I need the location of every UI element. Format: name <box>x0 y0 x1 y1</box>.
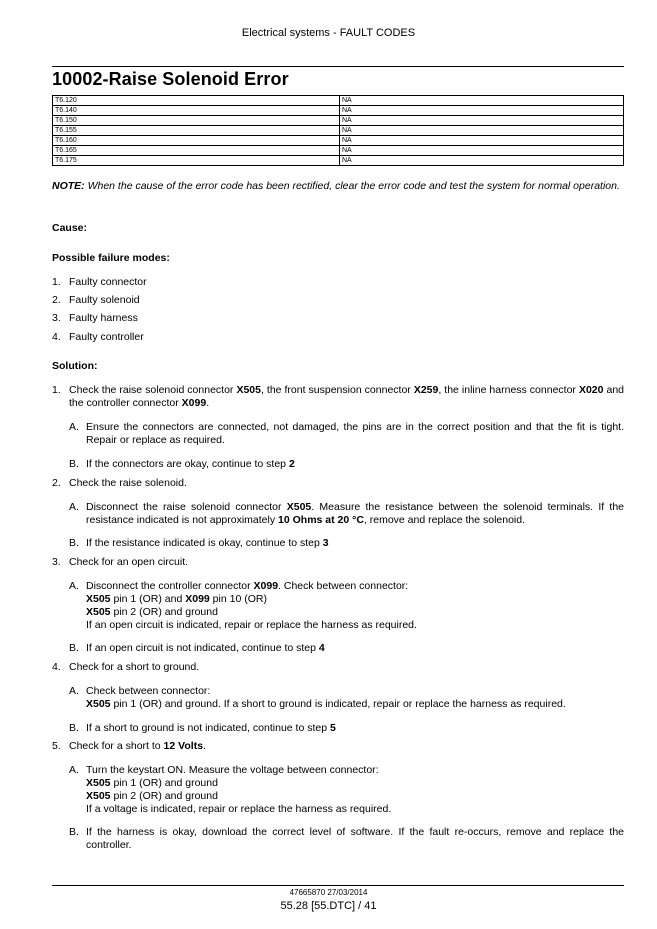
text-span: A. <box>69 501 79 513</box>
text-span: 5. <box>52 740 61 752</box>
text-span: Check the raise solenoid connector <box>69 384 237 396</box>
text-span: 2. <box>52 294 61 306</box>
footer-doc-code: 47665870 27/03/2014 <box>289 888 368 897</box>
text-span: 1. <box>52 276 61 288</box>
value-cell: NA <box>340 126 624 136</box>
text-span: pin 2 (OR) and ground <box>110 790 218 802</box>
text-span: B. <box>69 537 79 549</box>
failure-modes-heading: Possible failure modes: <box>52 252 170 264</box>
list-item <box>52 312 138 324</box>
value-cell: NA <box>340 116 624 126</box>
model-cell: T6.165 <box>53 146 340 156</box>
text-span: 4. <box>52 331 61 343</box>
text-span: A. <box>69 421 79 433</box>
text-span: 3. <box>52 556 61 568</box>
bold-text: 12 Volts <box>163 740 204 752</box>
running-head: Electrical systems - FAULT CODES <box>241 27 416 39</box>
model-cell: T6.150 <box>53 116 340 126</box>
text-span: pin 1 (OR) and ground. If a short to ground is indicated, repair or replace the harness as required. <box>110 698 566 710</box>
text-span: Faulty solenoid <box>69 294 140 306</box>
value-cell: NA <box>340 136 624 146</box>
solution-step-3a <box>69 580 624 632</box>
solution-step-4 <box>52 661 624 674</box>
solution-step-1 <box>52 384 624 410</box>
text-span: A. <box>69 685 79 697</box>
text-span: . <box>203 740 206 752</box>
solution-step-2 <box>52 477 624 490</box>
text-span: If an open circuit is not indicated, continue to step <box>86 642 319 654</box>
solution-step-5 <box>52 740 624 753</box>
text-span: If a short to ground is not indicated, continue to step <box>86 722 330 734</box>
text-span: . Measure the resistance between the solenoid terminals. If the resistance indicated is not approximately <box>86 501 625 526</box>
text-span: pin 10 (OR) <box>209 593 267 605</box>
bold-text: X505 <box>86 593 111 605</box>
text-span: If the resistance indicated is okay, continue to step <box>86 537 323 549</box>
bold-text: X505 <box>86 777 111 789</box>
text-span: , remove and replace the solenoid. <box>363 514 526 526</box>
solution-step-5a <box>69 764 624 816</box>
note-paragraph <box>52 180 624 193</box>
bold-text: X505 <box>86 606 111 618</box>
model-cell: T6.175 <box>53 156 340 166</box>
text-span: . <box>206 397 210 409</box>
text-span: 3. <box>52 312 61 324</box>
text-span: pin 2 (OR) and ground <box>110 606 218 618</box>
text-span: Check for a short to <box>69 740 164 752</box>
models-table <box>52 95 624 166</box>
bold-text: X099 <box>253 580 279 592</box>
model-cell: T6.155 <box>53 126 340 136</box>
value-cell: NA <box>340 146 624 156</box>
text-span: If the harness is okay, download the correct level of software. If the fault re-occurs, remove and replace the controller. <box>86 826 624 851</box>
list-item <box>52 276 147 288</box>
table-row <box>53 116 624 126</box>
cause-heading: Cause: <box>52 222 88 234</box>
value-cell: NA <box>340 156 624 166</box>
text-span: Check the raise solenoid. <box>69 477 187 489</box>
footer-rule <box>52 885 624 886</box>
text-span: B. <box>69 722 79 734</box>
solution-heading: Solution: <box>52 360 98 372</box>
bold-text: 5 <box>330 722 336 734</box>
footer-page-ref: 55.28 [55.DTC] / 41 <box>280 900 377 912</box>
table-row <box>53 156 624 166</box>
text-span: Disconnect the controller connector <box>86 580 254 592</box>
bold-text: 2 <box>288 458 295 470</box>
solution-step-3b <box>69 642 624 655</box>
model-cell: T6.140 <box>53 106 340 116</box>
text-span: , the inline harness connector <box>438 384 579 396</box>
list-item <box>52 294 140 306</box>
solution-step-4a <box>69 685 624 711</box>
value-cell: NA <box>340 96 624 106</box>
bold-text: 10 Ohms at 20 °C <box>278 514 364 526</box>
table-row <box>53 126 624 136</box>
list-item <box>52 331 144 343</box>
text-span: Check between connector: <box>86 685 211 697</box>
header-rule <box>52 66 624 67</box>
text-span: and the controller connector <box>69 384 625 409</box>
text-span: , the front suspension connector <box>260 384 414 396</box>
solution-step-2b <box>69 537 624 550</box>
solution-step-1a <box>69 421 624 447</box>
page-title: 10002-Raise Solenoid Error <box>52 69 289 89</box>
bold-text: X505 <box>286 501 312 513</box>
text-span: Check for a short to ground. <box>69 661 200 673</box>
solution-step-1b <box>69 458 624 471</box>
bold-text: 4 <box>318 642 325 654</box>
bold-text: X505 <box>86 790 111 802</box>
text-span: 4. <box>52 661 61 673</box>
text-span: 1. <box>52 384 61 396</box>
text-span: A. <box>69 580 79 592</box>
text-span: Check for an open circuit. <box>69 556 189 568</box>
solution-step-4b <box>69 722 624 735</box>
text-span: B. <box>69 642 79 654</box>
text-span: If the connectors are okay, continue to step <box>86 458 289 470</box>
text-span: Ensure the connectors are connected, not damaged, the pins are in the correct position and that the fit is tight. Repair or replace as required. <box>86 421 624 446</box>
solution-step-2a <box>69 501 624 527</box>
text-span: pin 1 (OR) and <box>110 593 186 605</box>
text-span: . Check between connector: <box>278 580 409 592</box>
table-row <box>53 106 624 116</box>
value-cell: NA <box>340 106 624 116</box>
text-span: B. <box>69 458 79 470</box>
bold-text: 3 <box>322 537 329 549</box>
text-span: If an open circuit is indicated, repair or replace the harness as required. <box>86 619 417 631</box>
solution-step-5b <box>69 826 624 852</box>
text-span: A. <box>69 764 79 776</box>
text-span: Disconnect the raise solenoid connector <box>86 501 287 513</box>
text-span: Faulty connector <box>69 276 147 288</box>
solution-step-3 <box>52 556 624 569</box>
text-span: 2. <box>52 477 61 489</box>
table-row <box>53 96 624 106</box>
bold-text: X505 <box>236 384 261 396</box>
text-span: pin 1 (OR) and ground <box>110 777 218 789</box>
text-span: Turn the keystart ON. Measure the voltage between connector: <box>86 764 379 776</box>
table-row <box>53 136 624 146</box>
table-row <box>53 146 624 156</box>
note-text: When the cause of the error code has been rectified, clear the error code and test the system for normal operation. <box>84 180 620 192</box>
bold-text: X020 <box>578 384 604 396</box>
model-cell: T6.160 <box>53 136 340 146</box>
model-cell: T6.120 <box>53 96 340 106</box>
note-label: NOTE: <box>52 180 85 192</box>
text-span: B. <box>69 826 79 838</box>
bold-text: X505 <box>86 698 111 710</box>
text-span: Faulty harness <box>69 312 138 324</box>
bold-text: X259 <box>413 384 439 396</box>
text-span: Faulty controller <box>69 331 144 343</box>
bold-text: X099 <box>181 397 207 409</box>
text-span: If a voltage is indicated, repair or replace the harness as required. <box>86 803 392 815</box>
bold-text: X099 <box>185 593 210 605</box>
